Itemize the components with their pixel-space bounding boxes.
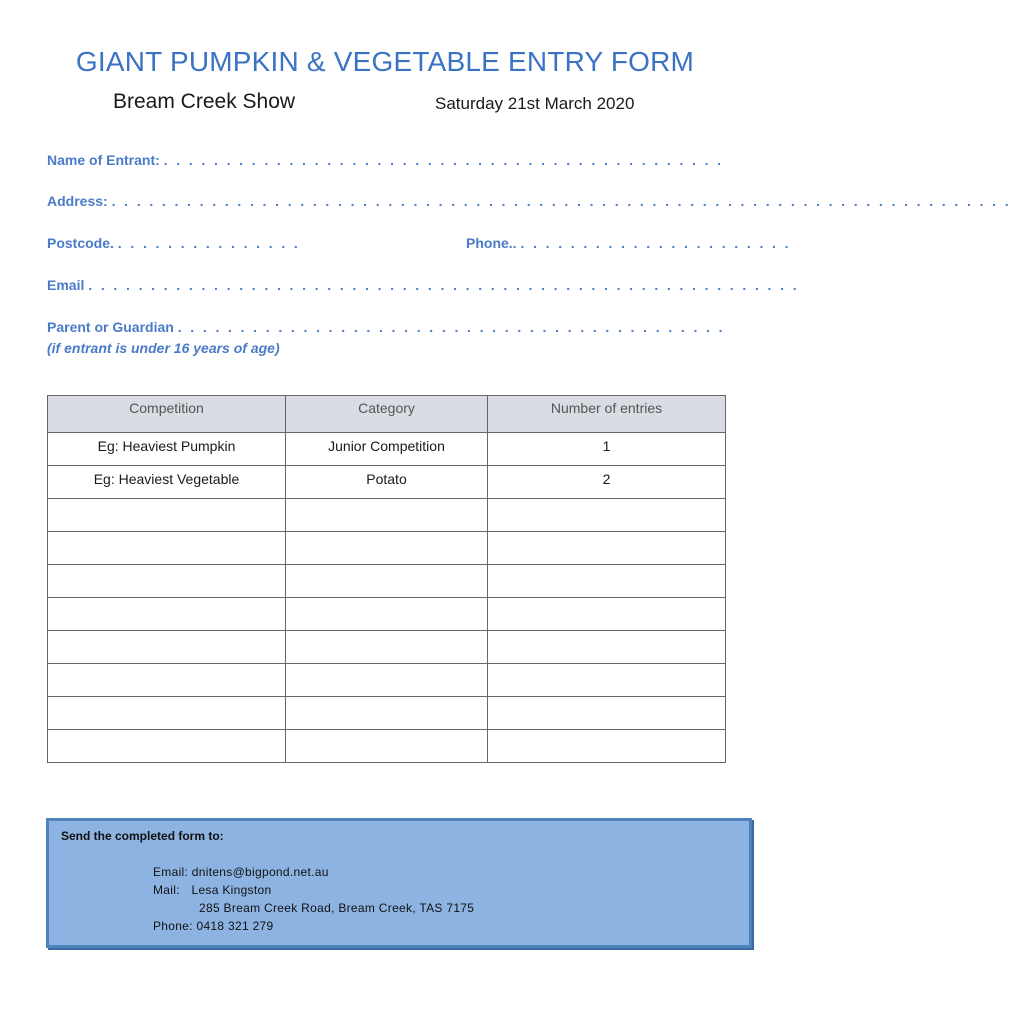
cell-number-of-entries[interactable] xyxy=(488,499,726,532)
send-email-address[interactable]: dnitens@bigpond.net.au xyxy=(191,865,329,879)
address-field[interactable] xyxy=(47,193,1011,209)
send-info-box xyxy=(46,818,752,948)
cell-number-of-entries[interactable]: 1 xyxy=(488,433,726,466)
cell-category[interactable] xyxy=(286,631,488,664)
phone-dots: . . . . . . . . . . . . . . . . . . . . . . xyxy=(520,235,791,251)
show-date: Saturday 21st March 2020 xyxy=(435,94,635,113)
table-row xyxy=(48,664,726,697)
cell-category[interactable]: Potato xyxy=(286,466,488,499)
guardian-label: Parent or Guardian xyxy=(47,319,174,335)
cell-number-of-entries[interactable] xyxy=(488,664,726,697)
cell-competition[interactable] xyxy=(48,499,286,532)
cell-number-of-entries[interactable] xyxy=(488,565,726,598)
cell-number-of-entries[interactable] xyxy=(488,730,726,763)
cell-competition[interactable] xyxy=(48,730,286,763)
cell-category[interactable] xyxy=(286,565,488,598)
cell-category[interactable] xyxy=(286,532,488,565)
name-label: Name of Entrant: xyxy=(47,152,160,168)
header-category: Category xyxy=(286,396,488,433)
cell-competition[interactable] xyxy=(48,532,286,565)
address-dots: . . . . . . . . . . . . . . . . . . . . . . . . . . . . . . . . . . . . . . . . . . . . . . . . . . . . . . . . . . . . . . . . . . . . . . . . xyxy=(111,193,1011,209)
cell-competition[interactable] xyxy=(48,697,286,730)
cell-competition[interactable] xyxy=(48,598,286,631)
cell-category[interactable] xyxy=(286,598,488,631)
email-field[interactable] xyxy=(47,277,799,293)
cell-category[interactable]: Junior Competition xyxy=(286,433,488,466)
email-label: Email xyxy=(47,277,85,293)
send-phone-label: Phone: xyxy=(153,919,193,933)
address-label: Address: xyxy=(47,193,108,209)
guardian-dots: . . . . . . . . . . . . . . . . . . . . . . . . . . . . . . . . . . . . . . . . . . . . xyxy=(177,319,725,335)
table-row xyxy=(48,433,726,466)
table-row xyxy=(48,697,726,730)
name-dots: . . . . . . . . . . . . . . . . . . . . . . . . . . . . . . . . . . . . . . . . . . . . . xyxy=(163,152,724,168)
send-email-line xyxy=(153,865,329,879)
send-title: Send the completed form to: xyxy=(61,829,224,843)
cell-competition[interactable]: Eg: Heaviest Vegetable xyxy=(48,466,286,499)
send-phone-number: 0418 321 279 xyxy=(196,919,274,933)
table-row xyxy=(48,631,726,664)
postcode-field[interactable] xyxy=(47,235,300,251)
postcode-dots: . . . . . . . . . . . . . . . xyxy=(117,235,301,251)
cell-category[interactable] xyxy=(286,499,488,532)
table-header-row xyxy=(48,396,726,433)
send-email-label: Email: xyxy=(153,865,189,879)
send-mail-label: Mail: xyxy=(153,883,180,897)
cell-category[interactable] xyxy=(286,697,488,730)
cell-number-of-entries[interactable] xyxy=(488,697,726,730)
cell-number-of-entries[interactable] xyxy=(488,532,726,565)
entries-table xyxy=(47,395,726,763)
table-row xyxy=(48,565,726,598)
header-competition: Competition xyxy=(48,396,286,433)
send-mail-name: Lesa Kingston xyxy=(191,883,272,897)
cell-number-of-entries[interactable]: 2 xyxy=(488,466,726,499)
form-title: GIANT PUMPKIN & VEGETABLE ENTRY FORM xyxy=(75,46,695,77)
cell-competition[interactable]: Eg: Heaviest Pumpkin xyxy=(48,433,286,466)
guardian-note: (if entrant is under 16 years of age) xyxy=(47,340,280,356)
cell-category[interactable] xyxy=(286,664,488,697)
cell-competition[interactable] xyxy=(48,565,286,598)
send-phone-line xyxy=(153,919,274,933)
table-row xyxy=(48,730,726,763)
postcode-label: Postcode. xyxy=(47,235,114,251)
phone-label: Phone.. xyxy=(466,235,517,251)
table-row xyxy=(48,499,726,532)
cell-competition[interactable] xyxy=(48,664,286,697)
guardian-field[interactable] xyxy=(47,319,725,335)
email-dots: . . . . . . . . . . . . . . . . . . . . . . . . . . . . . . . . . . . . . . . . . . . . . . . . . . . . . . . . . xyxy=(88,277,799,293)
cell-competition[interactable] xyxy=(48,631,286,664)
header-number-of-entries: Number of entries xyxy=(488,396,726,433)
cell-category[interactable] xyxy=(286,730,488,763)
show-name: Bream Creek Show xyxy=(113,90,296,113)
table-row xyxy=(48,598,726,631)
phone-field[interactable] xyxy=(466,235,791,251)
table-row xyxy=(48,466,726,499)
name-field[interactable] xyxy=(47,152,723,168)
cell-number-of-entries[interactable] xyxy=(488,631,726,664)
table-row xyxy=(48,532,726,565)
send-mail-address: 285 Bream Creek Road, Bream Creek, TAS 7175 xyxy=(199,901,475,915)
cell-number-of-entries[interactable] xyxy=(488,598,726,631)
send-mail-line xyxy=(153,883,271,897)
